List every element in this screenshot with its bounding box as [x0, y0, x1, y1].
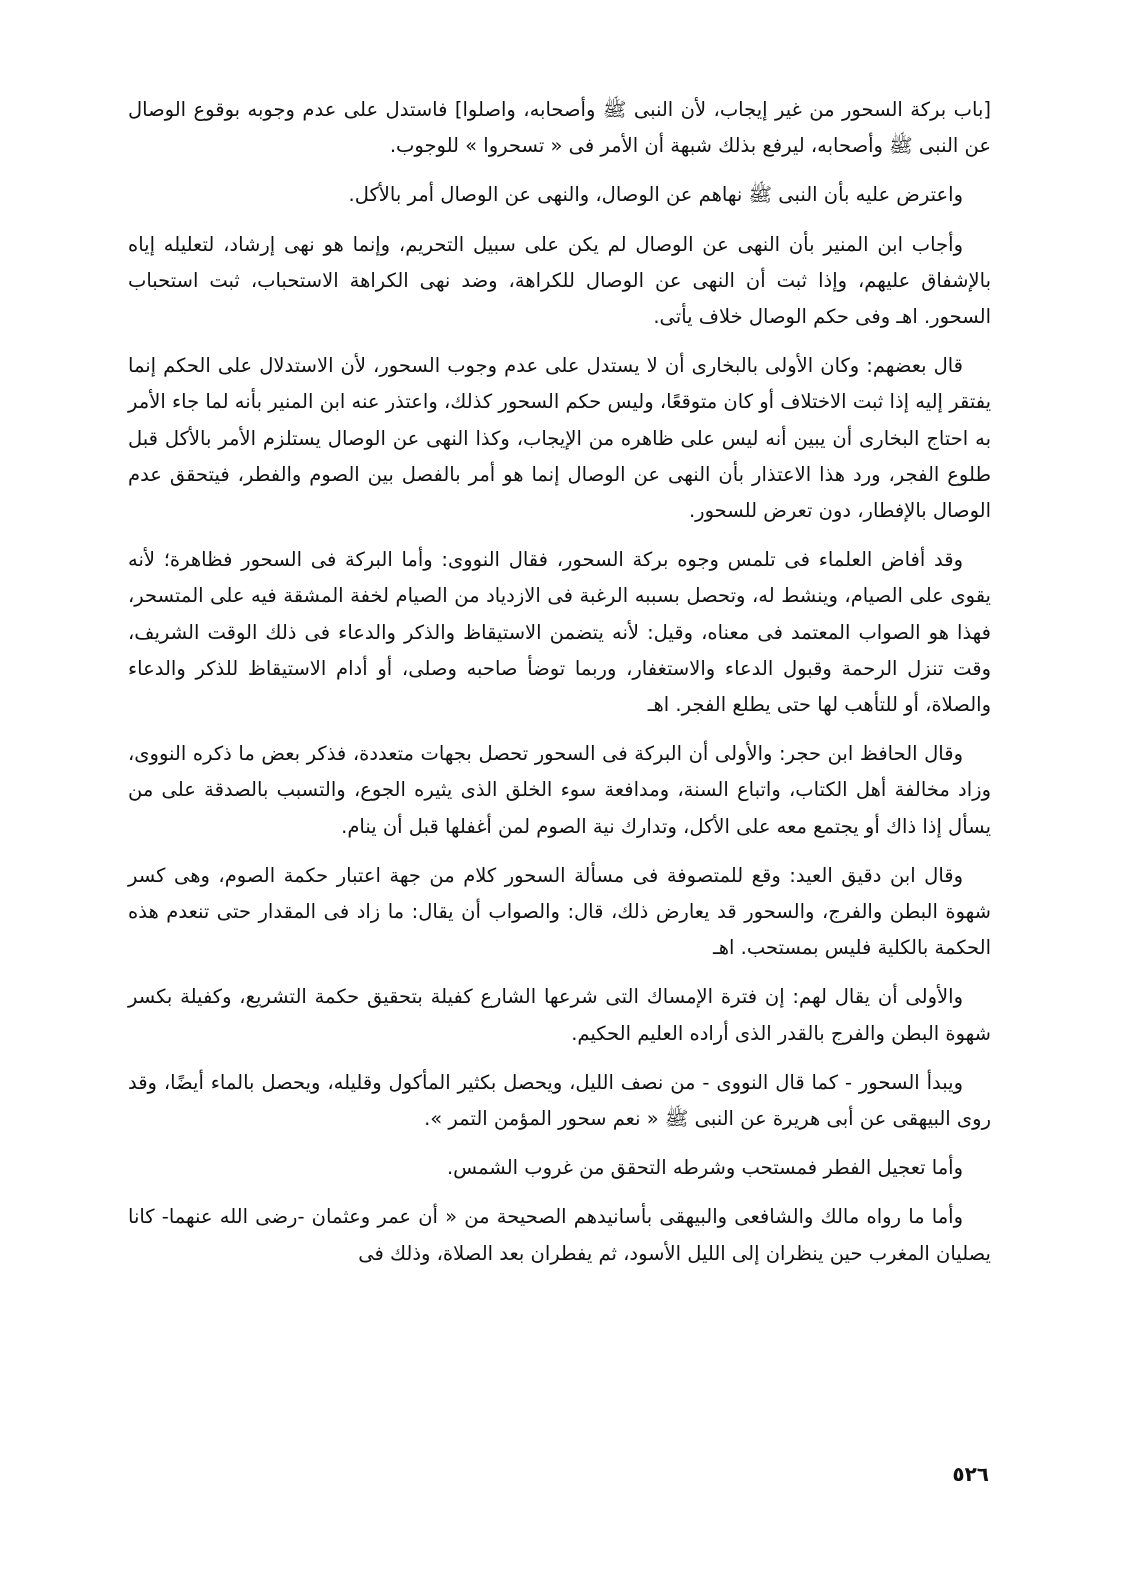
paragraph-10: وأما تعجيل الفطر فمستحب وشرطه التحقق من غروب الشمس.	[446, 1156, 963, 1180]
paragraph-9: ويبدأ السحور - كما قال النووى - من نصف الليل، ويحصل بكثير المأكول وقليله، ويحصل بالماء أيضًا، وقد روى البيهقى عن أبى هريرة عن النبى ﷺ « نعم سحور المؤمن التمر ».	[128, 1070, 991, 1131]
body-text	[128, 92, 991, 1285]
paragraph-8: والأولى أن يقال لهم: إن فترة الإمساك التى شرعها الشارع كفيلة بتحقيق حكمة التشريع، وكفيلة بكسر شهوة البطن والفرج بالقدر الذى أراده العليم الحكيم.	[128, 985, 991, 1045]
page-number: ٥٢٦	[952, 1462, 989, 1486]
paragraph-2: واعترض عليه بأن النبى ﷺ نهاهم عن الوصال، والنهى عن الوصال أمر بالأكل.	[348, 183, 963, 207]
paragraph-5: وقد أفاض العلماء فى تلمس وجوه بركة السحور، فقال النووى: وأما البركة فى السحور فظاهرة؛ لأنه يقوى على الصيام، وينشط له، وتحصل بسببه الرغبة فى الازدياد من الصيام لخفة المشقة فيه على المتسحر، فهذا هو الصواب المعتمد فى معناه، وقيل: لأنه يتضمن الاستيقاظ والذكر والدعاء فى ذلك الوقت الشريف، وقت تنزل الرحمة وقبول الدعاء والاستغفار، وربما توضأ صاحبه وصلى، أو أدام الاستيقاظ للذكر والدعاء والصلاة، أو للتأهب لها حتى يطلع الفجر. اهـ	[128, 548, 991, 717]
paragraph-11: وأما ما رواه مالك والشافعى والبيهقى بأسانيدهم الصحيحة من « أن عمر وعثمان -رضى الله عنهما- كانا يصليان المغرب حين ينظران إلى الليل الأسود، ثم يفطران بعد الصلاة، وذلك فى	[128, 1205, 991, 1265]
paragraph-7: وقال ابن دقيق العيد: وقع للمتصوفة فى مسألة السحور كلام من جهة اعتبار حكمة الصوم، وهى كسر شهوة البطن والفرج، والسحور قد يعارض ذلك، قال: والصواب أن يقال: ما زاد فى المقدار حتى تنعدم هذه الحكمة بالكلية فليس بمستحب. اهـ	[128, 863, 991, 960]
paragraph-1: [باب بركة السحور من غير إيجاب، لأن النبى ﷺ وأصحابه، واصلوا] فاستدل على عدم وجوبه بوقوع الوصال عن النبى ﷺ وأصحابه، ليرفع بذلك شبهة أن الأمر فى « تسحروا » للوجوب.	[128, 98, 991, 158]
paragraph-3: وأجاب ابن المنير بأن النهى عن الوصال لم يكن على سبيل التحريم، وإنما هو نهى إرشاد، لتعليله إياه بالإشفاق عليهم، وإذا ثبت أن النهى عن الوصال للكراهة، وضد نهى الكراهة الاستحباب، ثبت استحباب السحور. اهـ وفى حكم الوصال خلاف يأتى.	[128, 232, 991, 329]
paragraph-4: قال بعضهم: وكان الأولى بالبخارى أن لا يستدل على عدم وجوب السحور، لأن الاستدلال على الحكم إنما يفتقر إليه إذا ثبت الاختلاف أو كان متوقعًا، وليس حكم السحور كذلك، واعتذر عنه ابن المنير بأنه لما جاء الأمر به احتاج البخارى أن يبين أنه ليس على ظاهره من الإيجاب، وكذا النهى عن الوصال يستلزم الأمر بالأكل قبل طلوع الفجر، ورد هذا الاعتذار بأن النهى عن الوصال إنما هو أمر بالفصل بين الصوم والفطر، فيتحقق عدم الوصال بالإفطار، دون تعرض للسحور.	[128, 354, 991, 523]
paragraph-6: وقال الحافظ ابن حجر: والأولى أن البركة فى السحور تحصل بجهات متعددة، فذكر بعض ما ذكره النووى، وزاد مخالفة أهل الكتاب، واتباع السنة، ومدافعة سوء الخلق الذى يثيره الجوع، والتسبب بالصدقة على من يسأل إذا ذاك أو يجتمع معه على الأكل، وتدارك نية الصوم لمن أغفلها قبل أن ينام.	[128, 742, 991, 838]
